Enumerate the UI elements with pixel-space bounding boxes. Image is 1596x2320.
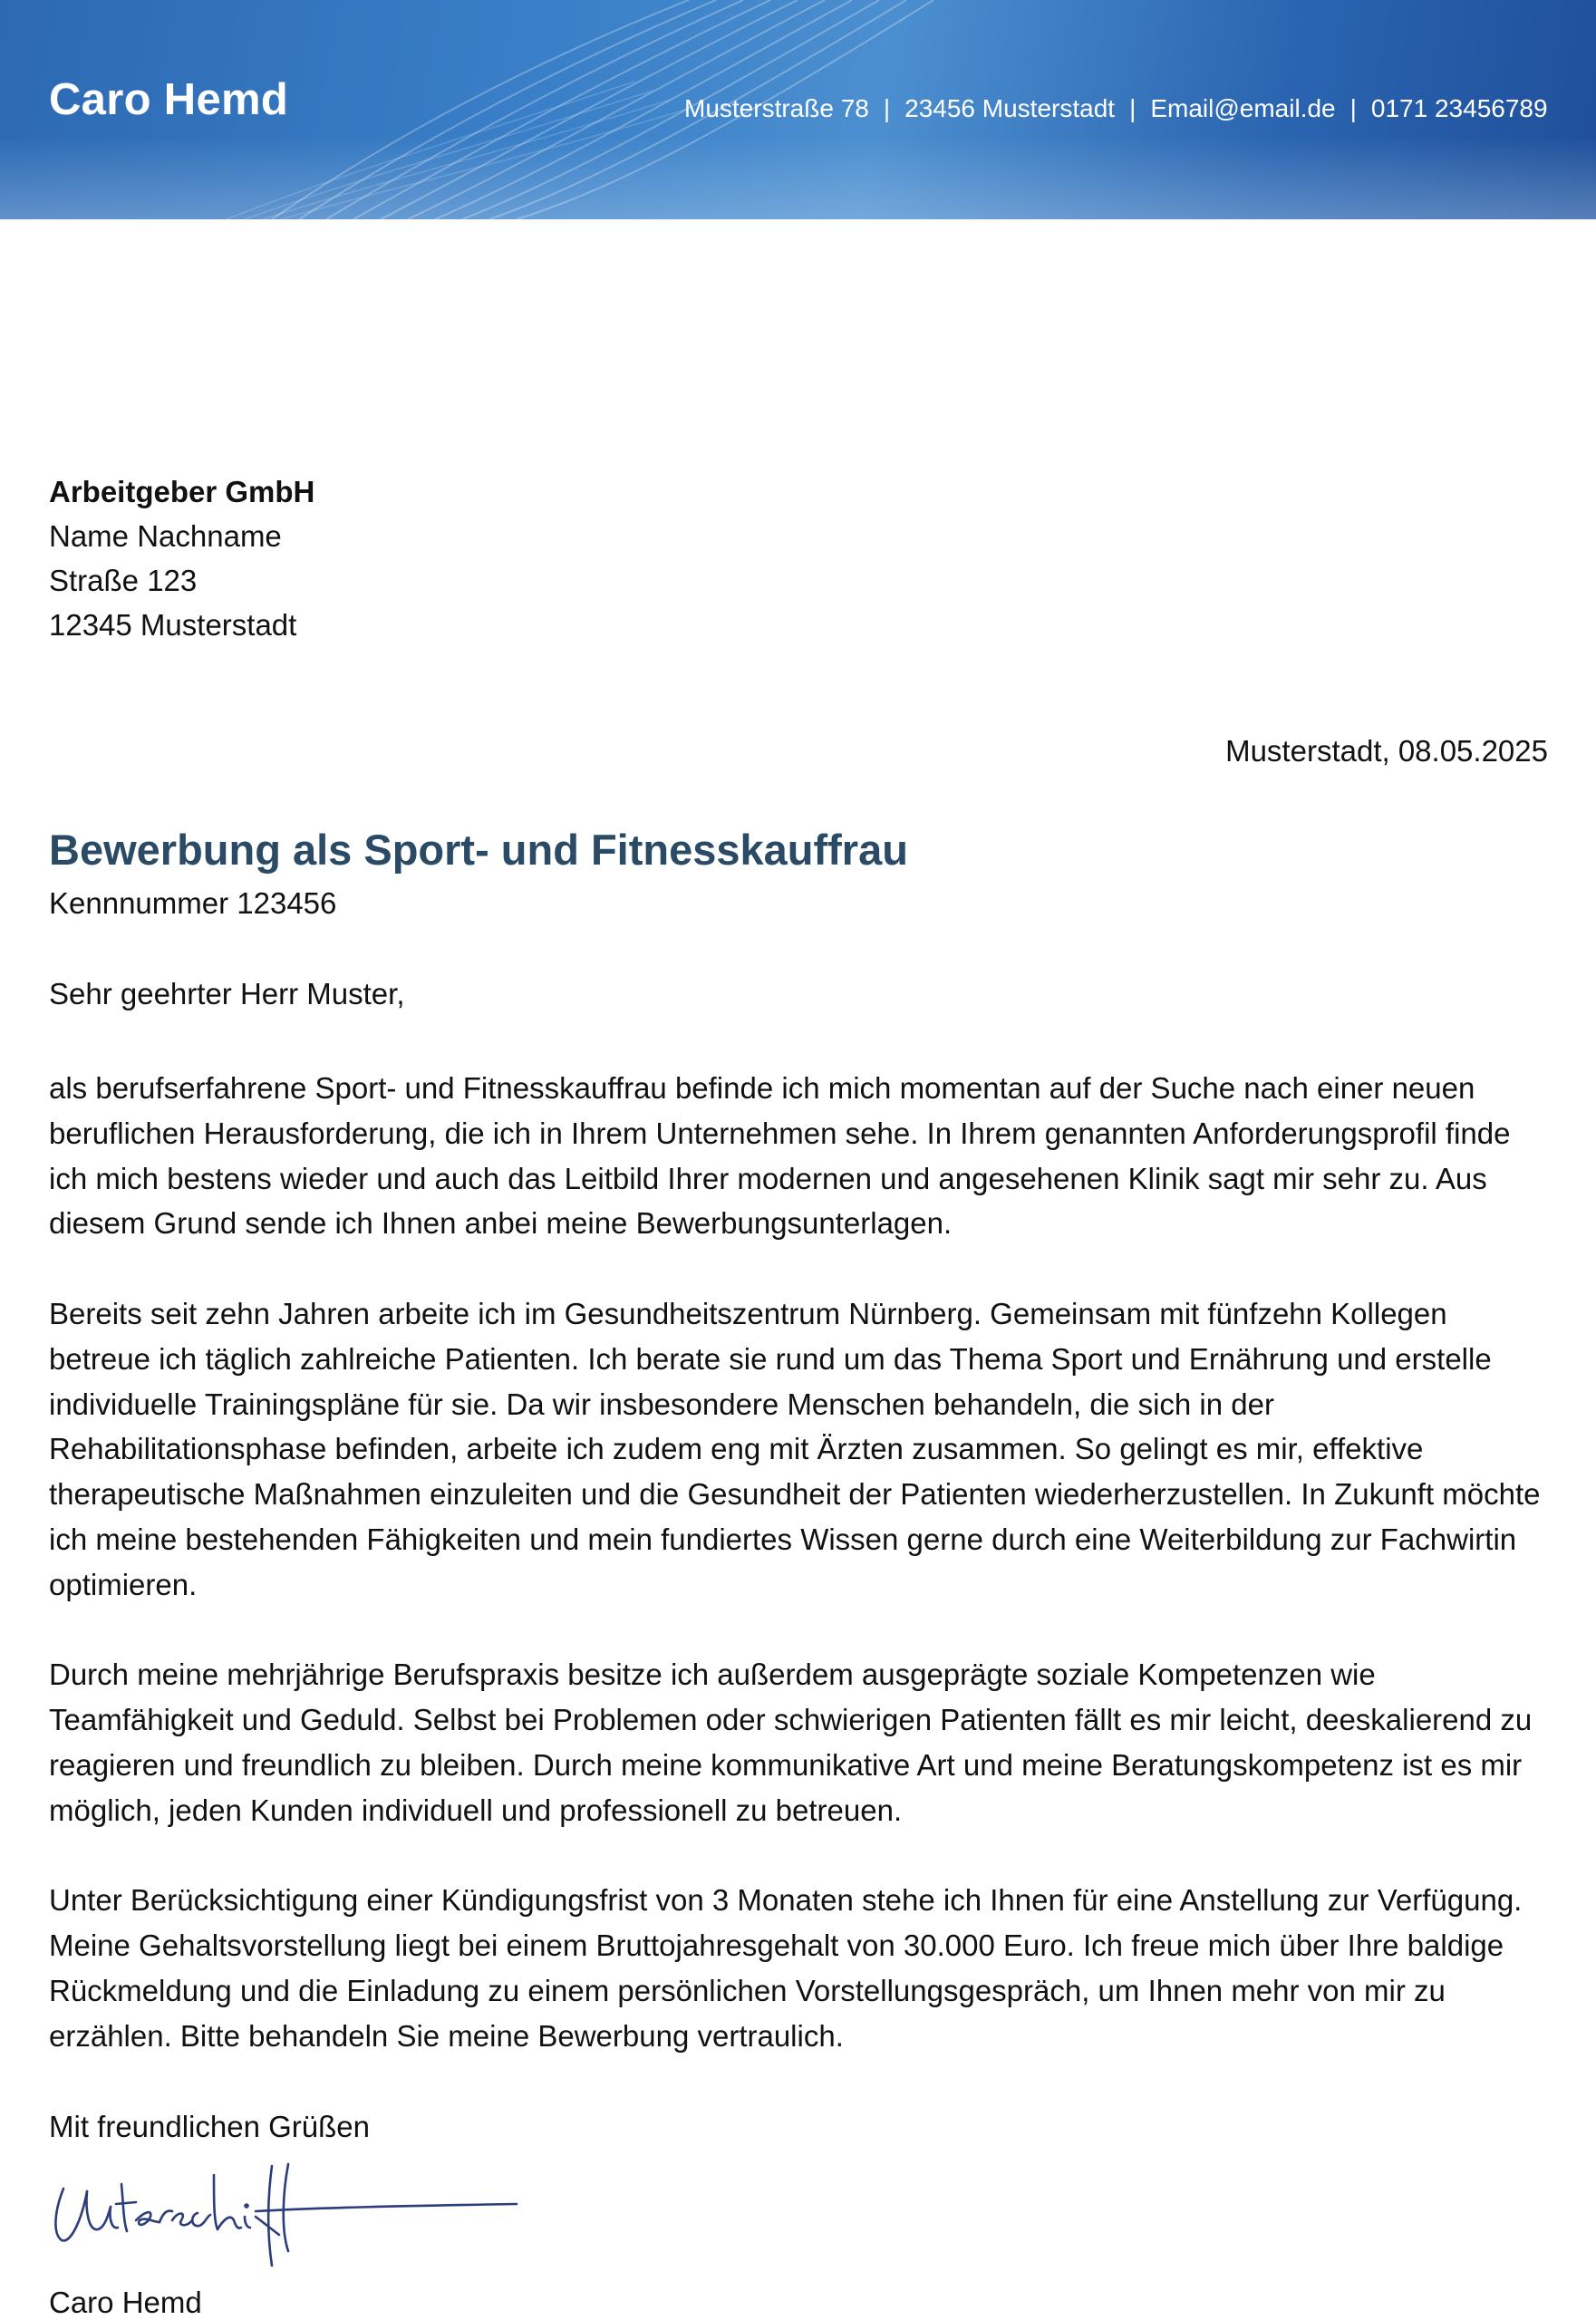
- sender-address: Musterstraße 78: [684, 94, 869, 122]
- sender-contact-line: [684, 94, 1548, 123]
- body-paragraph: Durch meine mehrjährige Berufspraxis besitze ich außerdem ausgeprägte soziale Kompetenzen wie Teamfähigkeit und Geduld. Selbst bei Problemen oder schwierigen Patienten fällt es mir leicht, deeskalierend zu reagieren und freundlich zu bleiben. Durch meine kommunikative Art und meine Beratungskompetenz ist es mir möglich, jeden Kunden individuell und professionell zu betreuen.: [49, 1658, 1533, 1827]
- recipient-contact: Name Nachname: [49, 519, 282, 553]
- salutation: Sehr geehrter Herr Muster,: [49, 977, 405, 1010]
- recipient-street: Straße 123: [49, 564, 198, 597]
- separator: |: [1349, 94, 1357, 122]
- letter-body: [49, 1066, 1553, 2103]
- recipient-address: [49, 469, 314, 647]
- sender-name: Caro Hemd: [49, 75, 289, 124]
- recipient-company: Arbeitgeber GmbH: [49, 475, 315, 508]
- sender-city: 23456 Musterstadt: [904, 94, 1116, 122]
- reference-number: Kennnummer 123456: [49, 886, 337, 920]
- sender-phone: 0171 23456789: [1370, 94, 1548, 122]
- letter-subject: Bewerbung als Sport- und Fitnesskauffrau: [49, 826, 908, 874]
- recipient-city: 12345 Musterstadt: [49, 608, 297, 642]
- body-paragraph: als berufserfahrene Sport- und Fitnesskauffrau befinde ich mich momentan auf der Suche nach einer neuen beruflichen Herausforderung, die ich in Ihrem Unternehmen sehe. In Ihrem genannten Anforderungsprofil finde ich mich bestens wieder und auch das Leitbild Ihrer modernen und angesehenen Klinik sagt mir sehr zu. Aus diesem Grund sende ich Ihnen anbei meine Bewerbungsunterlagen.: [49, 1071, 1511, 1241]
- header-banner: [0, 0, 1596, 219]
- separator: |: [1129, 94, 1137, 122]
- sender-email: Email@email.de: [1150, 94, 1336, 122]
- letter-date: Musterstadt, 08.05.2025: [1225, 734, 1548, 768]
- signer-name: Caro Hemd: [49, 2286, 202, 2319]
- signature-image: [45, 2157, 553, 2275]
- separator: |: [883, 94, 891, 122]
- closing: Mit freundlichen Grüßen: [49, 2110, 370, 2143]
- body-paragraph: Unter Berücksichtigung einer Kündigungsfrist von 3 Monaten stehe ich Ihnen für eine Anstellung zur Verfügung. Meine Gehaltsvorstellung liegt bei einem Bruttojahresgehalt von 30.000 Euro. Ich freue mich über Ihre baldige Rückmeldung und die Einladung zu einem persönlichen Vorstellungsgespräch, um Ihnen mehr von mir zu erzählen. Bitte behandeln Sie meine Bewerbung vertraulich.: [49, 1883, 1523, 2053]
- body-paragraph: Bereits seit zehn Jahren arbeite ich im Gesundheitszentrum Nürnberg. Gemeinsam mit fünfzehn Kollegen betreue ich täglich zahlreiche Patienten. Ich berate sie rund um das Thema Sport und Ernährung und erstelle individuelle Trainingspläne für sie. Da wir insbesondere Menschen behandeln, die sich in der Rehabilitationsphase befinden, arbeite ich zudem eng mit Ärzten zusammen. So gelingt es mir, effektive therapeutische Maßnahmen einzuleiten und die Gesundheit der Patienten wiederherzustellen. In Zukunft möchte ich meine bestehenden Fähigkeiten und mein fundiertes Wissen gerne durch eine Weiterbildung zur Fachwirtin optimieren.: [49, 1296, 1541, 1601]
